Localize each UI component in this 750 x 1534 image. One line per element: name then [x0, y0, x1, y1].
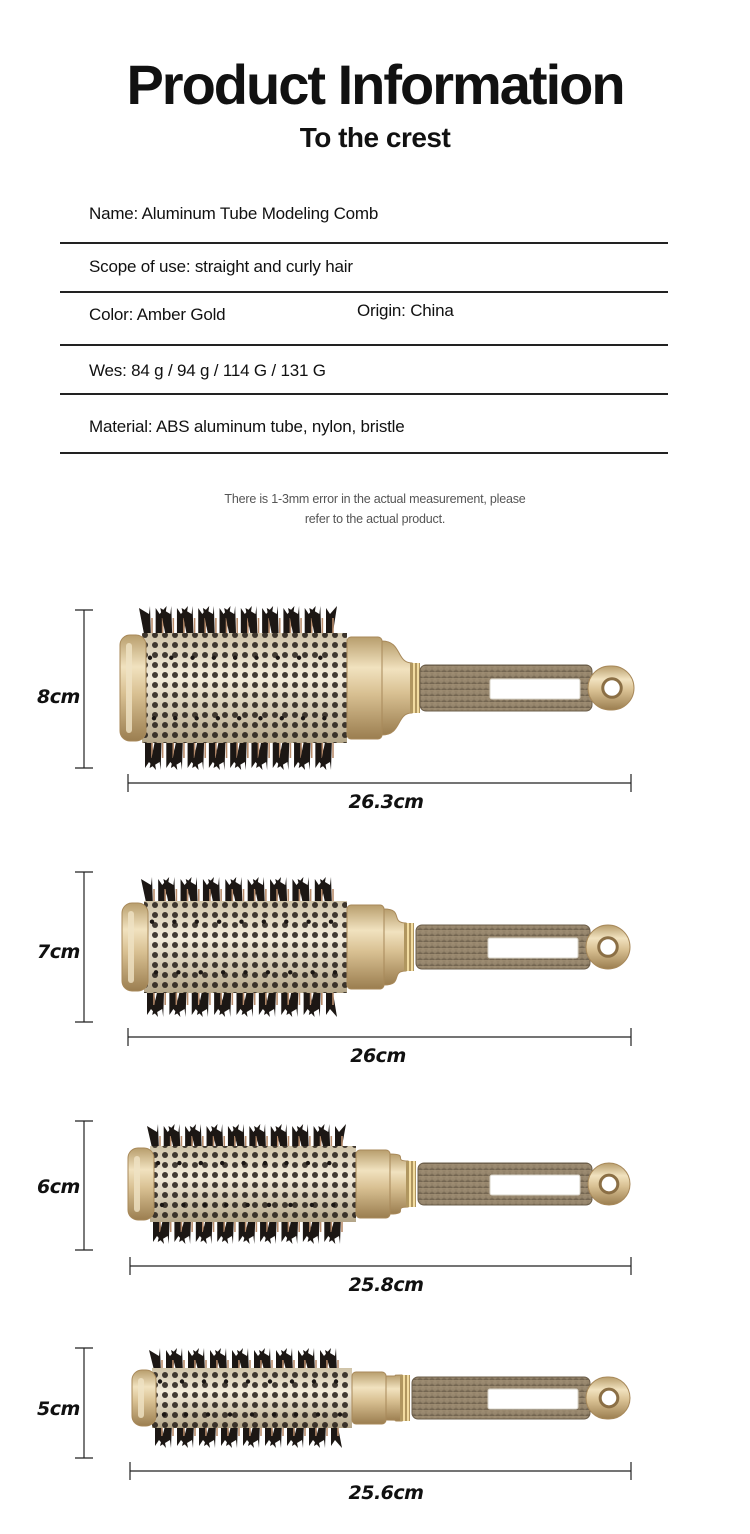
brush-2-diameter: 7cm [37, 941, 80, 963]
bristle-base [280, 716, 284, 720]
bristle-base [176, 970, 180, 974]
barrel-vents [144, 901, 347, 993]
neck [390, 1154, 408, 1214]
ring-highlight [413, 663, 415, 713]
bristle-base [246, 1379, 250, 1383]
spec-color: Color: Amber Gold [89, 305, 226, 324]
bristle-base [216, 716, 220, 720]
bristle-base [316, 1412, 320, 1416]
bristle-base [312, 1379, 316, 1383]
bristle-base [306, 920, 310, 924]
bristle-base [310, 1203, 314, 1207]
bristle-base [241, 1161, 245, 1165]
bristle-base [322, 716, 326, 720]
bristle-base [212, 656, 216, 660]
brush-3-length: 25.8cm [348, 1274, 424, 1296]
bristle-base [158, 1379, 162, 1383]
spec-name: Name: Aluminum Tube Modeling Comb [89, 204, 379, 223]
bristle-base [190, 656, 194, 660]
neck [382, 641, 412, 735]
neck [386, 1375, 402, 1421]
label-window [490, 679, 580, 699]
bristle-base [199, 1161, 203, 1165]
spec-material: Material: ABS aluminum tube, nylon, bristle [89, 417, 405, 436]
brush-4 [75, 1348, 631, 1480]
bristle-base [152, 716, 156, 720]
bristle-base [203, 1203, 207, 1207]
bristle-base [338, 1412, 342, 1416]
bristle-base [199, 970, 203, 974]
bristle-base [266, 970, 270, 974]
bristle-base [150, 920, 154, 924]
bristle-base [333, 970, 337, 974]
bristle-base [181, 1203, 185, 1207]
ring-highlight [411, 923, 413, 971]
ring-highlight [417, 663, 419, 713]
spec-scope: Scope of use: straight and curly hair [89, 257, 353, 276]
bristle-base [262, 920, 266, 924]
barrel-vents [152, 1368, 352, 1428]
bristle-base [250, 1412, 254, 1416]
bristle-base [301, 716, 305, 720]
hang-hole [603, 679, 621, 697]
label-window [488, 938, 578, 958]
hang-hole [599, 938, 617, 956]
ring-highlight [403, 1375, 405, 1421]
end-cap [120, 635, 146, 741]
bristle-base [276, 656, 280, 660]
bristle-base [331, 1203, 335, 1207]
bristle-base [184, 1412, 188, 1416]
page-title: Product Information [126, 53, 624, 116]
bristle-base [288, 1203, 292, 1207]
bristle-base [258, 716, 262, 720]
bristle-base [233, 656, 237, 660]
ring-highlight [407, 923, 409, 971]
bristle-base [297, 656, 301, 660]
bristle-base [245, 1203, 249, 1207]
bristle-base [284, 1161, 288, 1165]
bristle-base [318, 656, 322, 660]
end-cap-highlight [134, 1156, 140, 1212]
bristle-base [294, 1412, 298, 1416]
spec-weight: Wes: 84 g / 94 g / 114 G / 131 G [89, 361, 326, 380]
bristle-base [148, 656, 152, 660]
ring-highlight [407, 1375, 409, 1421]
brush-1-length: 26.3cm [348, 791, 424, 813]
collar [352, 1372, 386, 1424]
bristle-base [206, 1412, 210, 1416]
brush-1 [75, 606, 634, 792]
brush-4-diameter: 5cm [37, 1398, 80, 1420]
bristle-base [327, 1161, 331, 1165]
spec-origin: Origin: China [357, 301, 454, 320]
bristle-base [254, 656, 258, 660]
bristle-base [239, 920, 243, 924]
bristle-base [272, 1412, 276, 1416]
bristle-base [217, 920, 221, 924]
hang-hole [600, 1389, 618, 1407]
brush-1-diameter: 8cm [37, 686, 80, 708]
end-cap-highlight [138, 1378, 144, 1418]
bristle-base [169, 656, 173, 660]
bristle-base [263, 1161, 267, 1165]
hang-hole [600, 1175, 618, 1193]
bristle-base [180, 1379, 184, 1383]
page-subtitle: To the crest [299, 122, 451, 153]
bristle-base [284, 920, 288, 924]
bristle-base [154, 970, 158, 974]
brush-2 [75, 872, 631, 1046]
bristle-base [306, 1161, 310, 1165]
brush-4-length: 25.6cm [348, 1482, 424, 1504]
bristle-base [228, 1412, 232, 1416]
ring-highlight [409, 1161, 411, 1207]
end-cap-highlight [126, 643, 132, 733]
brush-2-length: 26cm [350, 1045, 406, 1067]
bristle-base [221, 970, 225, 974]
collar [347, 637, 382, 739]
collar [347, 905, 384, 989]
measurement-note-line-2: refer to the actual product. [304, 512, 446, 526]
brush-3-diameter: 6cm [37, 1176, 80, 1198]
bristle-base [329, 920, 333, 924]
bristle-base [194, 716, 198, 720]
bristle-base [195, 920, 199, 924]
bristle-base [334, 1379, 338, 1383]
label-window [490, 1175, 580, 1195]
bristle-base [162, 1412, 166, 1416]
bristle-base [310, 970, 314, 974]
bristle-base [160, 1203, 164, 1207]
end-cap [128, 1148, 154, 1220]
collar [356, 1150, 390, 1218]
bristle-base [202, 1379, 206, 1383]
bristle-base [172, 920, 176, 924]
bristle-base [288, 970, 292, 974]
bristle-base [237, 716, 241, 720]
bristle-base [220, 1161, 224, 1165]
bristle-base [267, 1203, 271, 1207]
neck [384, 909, 406, 985]
bristle-base [268, 1379, 272, 1383]
brush-3 [75, 1121, 631, 1275]
bristle-base [224, 1203, 228, 1207]
barrel-vents [142, 633, 347, 743]
barrel-vents [150, 1146, 356, 1222]
bristle-base [177, 1161, 181, 1165]
ring-highlight [413, 1161, 415, 1207]
label-window [488, 1389, 578, 1409]
end-cap-highlight [128, 911, 134, 983]
end-cap [122, 903, 148, 991]
bristle-base [290, 1379, 294, 1383]
bristle-base [173, 716, 177, 720]
bristle-base [156, 1161, 160, 1165]
measurement-note-line-1: There is 1-3mm error in the actual measurement, please [224, 492, 526, 506]
bristle-base [224, 1379, 228, 1383]
bristle-base [243, 970, 247, 974]
